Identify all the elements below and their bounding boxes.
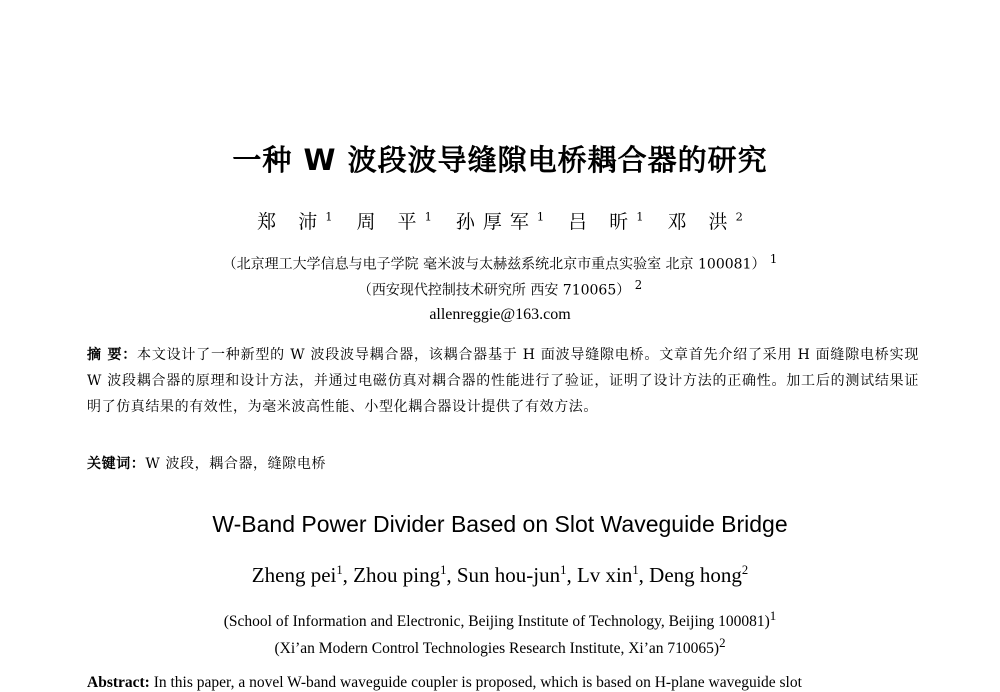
author-list-cn bbox=[0, 207, 1000, 234]
keywords-text-cn: W 波段，耦合器，缝隙电桥 bbox=[145, 456, 327, 472]
author-cn: 周 平$^1$ bbox=[356, 209, 432, 233]
abstract-text-en: In this paper, a novel W-band waveguide coupler is proposed, which is based on H-plane waveguide slot bbox=[149, 674, 802, 691]
paper-title-cn: 一种 W 波段波导缝隙电桥耦合器的研究 bbox=[232, 143, 768, 177]
author-en: Deng hong$^2$ bbox=[649, 563, 749, 587]
paper-title-en: W-Band Power Divider Based on Slot Waveguide Bridge bbox=[212, 511, 788, 537]
author-email: allenreggie@163.com bbox=[429, 306, 571, 323]
author-en: Zheng pei$^1$ bbox=[251, 563, 343, 587]
author-cn: 邓 洪$^2$ bbox=[667, 209, 743, 233]
keywords-label-cn: 关键词： bbox=[87, 456, 146, 472]
keywords-cn bbox=[87, 451, 919, 477]
abstract-cn bbox=[87, 342, 919, 420]
affiliation-en-2: (Xi’an Modern Control Technologies Research Institute, Xi’an 710065)$^2$ bbox=[274, 635, 726, 658]
affiliation-cn-2: （西安现代控制技术研究所 西安 710065） $^2$ bbox=[357, 278, 643, 299]
abstract-en bbox=[87, 674, 919, 692]
author-cn: 郑 沛$^1$ bbox=[257, 209, 333, 233]
author-list-en: Zheng pei$^1$, Zhou ping$^1$, Sun hou-jun$^1$, Lv xin$^1$, Deng hong$^2$ bbox=[251, 563, 749, 587]
author-en: Zhou ping$^1$ bbox=[353, 563, 447, 587]
author-en: Sun hou-jun$^1$ bbox=[456, 563, 567, 587]
abstract-label-cn: 摘 要： bbox=[87, 347, 138, 363]
affiliation-cn-1: （北京理工大学信息与电子学院 毫米波与太赫兹系统北京市重点实验室 北京 100081） $^1$ bbox=[222, 252, 778, 273]
author-en: Lv xin$^1$ bbox=[576, 563, 639, 587]
abstract-label-en: Abstract: bbox=[87, 674, 150, 691]
affiliation-en-1: (School of Information and Electronic, Beijing Institute of Technology, Beijing 100081)$^1$ bbox=[223, 608, 777, 631]
author-cn: 孙厚军$^1$ bbox=[455, 209, 545, 233]
abstract-text-cn: 本文设计了一种新型的 W 波段波导耦合器，该耦合器基于 H 面波导缝隙电桥。文章首先介绍了采用 H 面缝隙电桥实现 W 波段耦合器的原理和设计方法，并通过电磁仿真对耦合器的性能进行了验证，证明了设计方法的正确性。加工后的测试结果证明了仿真结果的有效性，为毫米波高性能、小型化耦合器设计提供了有效方法。 bbox=[87, 347, 919, 415]
author-cn: 吕 昕$^1$ bbox=[568, 209, 644, 233]
